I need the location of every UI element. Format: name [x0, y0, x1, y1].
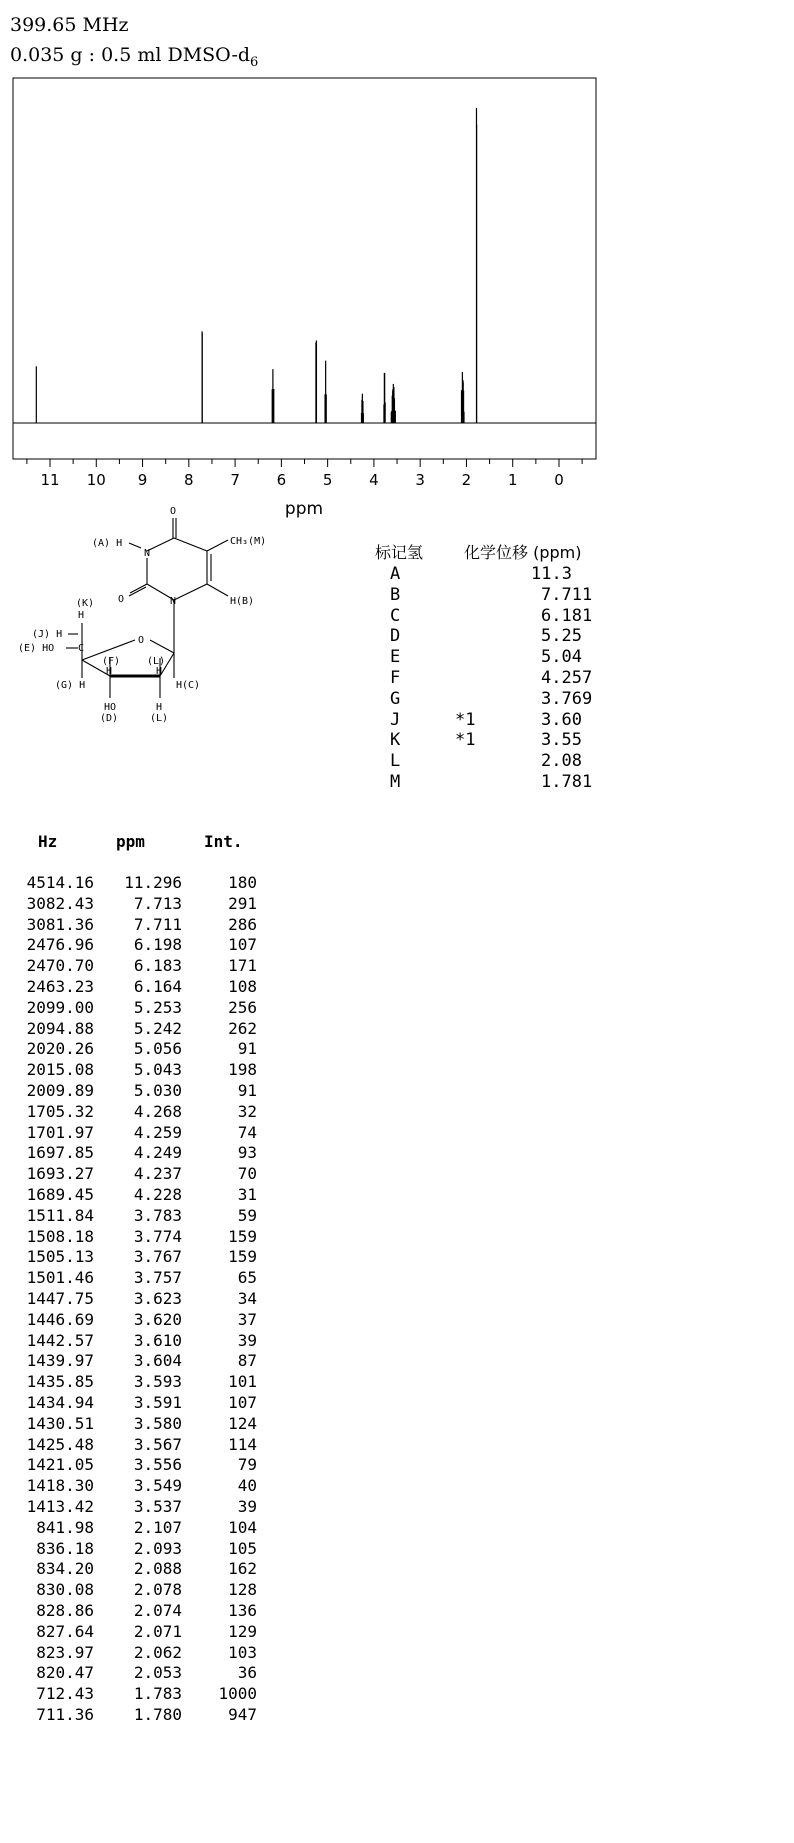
peak-int: 59 — [237, 1205, 257, 1225]
peak-hz: 2015.08 — [26, 1060, 94, 1080]
peak-int: 286 — [228, 914, 257, 934]
struct-label-o-ring: O — [138, 635, 145, 646]
assignment-note: *1 — [455, 730, 476, 751]
peak-int: 93 — [237, 1143, 257, 1163]
peak-ppm: 11.296 — [124, 873, 182, 892]
peak-ppm: 2.071 — [133, 1621, 182, 1641]
assignment-label: E — [390, 647, 401, 668]
struct-label-l2: (L) — [150, 713, 169, 724]
assignment-label: B — [390, 584, 401, 605]
peak-int: 291 — [228, 893, 257, 913]
peak-hz: 1693.27 — [26, 1164, 94, 1184]
peak-hz: 2020.26 — [26, 1039, 94, 1059]
peak-hz: 1511.84 — [26, 1205, 94, 1225]
assignment-label: F — [390, 668, 401, 688]
x-tick-label: 1 — [507, 471, 518, 489]
spectrometer-frequency: 399.65 MHz — [10, 14, 129, 36]
struct-label-n3: N — [144, 548, 151, 559]
assignment-header-shift: 化学位移 (ppm) — [464, 543, 582, 562]
struct-label-f-h: H — [106, 666, 113, 677]
assignment-label: D — [390, 626, 401, 647]
peak-int: 159 — [228, 1226, 257, 1246]
peak-int: 104 — [228, 1517, 257, 1537]
peak-int: 947 — [228, 1705, 257, 1724]
peak-ppm: 1.783 — [133, 1684, 182, 1704]
peak-hz: 1446.69 — [26, 1309, 94, 1329]
peak-hz: 2463.23 — [26, 977, 94, 996]
peak-hz: 1421.05 — [26, 1455, 94, 1475]
peak-ppm: 3.783 — [133, 1205, 182, 1225]
peak-ppm: 2.088 — [133, 1559, 182, 1579]
peak-hz: 1434.94 — [26, 1393, 94, 1412]
assignment-label: L — [390, 751, 401, 772]
peak-hz: 1447.75 — [26, 1289, 94, 1308]
peak-ppm: 3.593 — [133, 1372, 182, 1392]
struct-label-g-h: (G) H — [55, 680, 86, 691]
peak-ppm: 6.164 — [133, 977, 182, 996]
struct-label-l1-h: H — [156, 666, 163, 677]
peak-int: 79 — [237, 1455, 257, 1475]
peak-int: 114 — [228, 1434, 257, 1454]
peak-ppm: 2.053 — [133, 1663, 182, 1683]
peak-hz: 3081.36 — [26, 914, 94, 934]
struct-label-l1: (L) — [147, 656, 166, 667]
peak-ppm: 5.030 — [133, 1081, 182, 1100]
peak-ppm: 3.620 — [133, 1309, 182, 1329]
peak-int: 105 — [228, 1538, 257, 1558]
peak-header-ppm: ppm — [116, 832, 145, 851]
peak-header-hz: Hz — [38, 832, 58, 851]
x-axis-label: ppm — [284, 499, 324, 519]
peak-ppm: 3.757 — [133, 1268, 182, 1288]
peak-ppm: 4.228 — [133, 1185, 182, 1204]
peak-hz: 1439.97 — [26, 1351, 94, 1371]
peak-hz: 1430.51 — [26, 1413, 94, 1433]
assignment-label: A — [390, 564, 401, 584]
assignment-header-label: 标记氢 — [375, 543, 424, 562]
assignment-shift: 11.3 — [531, 564, 572, 584]
peak-int: 34 — [237, 1289, 257, 1308]
peak-ppm: 4.237 — [133, 1164, 182, 1184]
peak-hz: 830.08 — [36, 1580, 94, 1600]
peak-hz: 2476.96 — [26, 935, 94, 955]
assignment-shift: 1.781 — [541, 772, 593, 792]
struct-label-k-h: H — [78, 610, 85, 621]
peak-hz: 2470.70 — [26, 956, 94, 976]
peak-hz: 1505.13 — [26, 1247, 94, 1267]
peak-hz: 1442.57 — [26, 1330, 94, 1350]
peak-ppm: 2.074 — [133, 1601, 182, 1620]
x-tick-label: 6 — [276, 471, 287, 489]
peak-int: 256 — [228, 997, 257, 1017]
peak-int: 107 — [228, 935, 257, 955]
peak-hz: 820.47 — [36, 1663, 94, 1683]
peak-hz: 823.97 — [36, 1642, 94, 1662]
peak-hz: 1508.18 — [26, 1226, 94, 1246]
peak-int: 103 — [228, 1642, 257, 1662]
struct-label-j-h: (J) H — [32, 629, 63, 640]
peak-int: 74 — [237, 1122, 257, 1142]
peak-int: 31 — [237, 1185, 257, 1204]
peak-ppm: 2.107 — [133, 1517, 182, 1537]
assignment-label: J — [390, 709, 401, 730]
peak-ppm: 5.056 — [133, 1039, 182, 1059]
assignment-shift: 3.60 — [541, 709, 582, 730]
peak-hz: 827.64 — [36, 1621, 94, 1641]
peak-ppm: 5.242 — [133, 1018, 182, 1038]
assignment-shift: 5.25 — [541, 626, 582, 647]
peak-int: 198 — [228, 1060, 257, 1080]
peak-hz: 1413.42 — [26, 1497, 94, 1516]
peak-hz: 1701.97 — [26, 1122, 94, 1142]
plot-frame — [13, 78, 596, 459]
assignment-shift: 3.55 — [541, 730, 582, 751]
peak-header-int: Int. — [204, 832, 243, 851]
peak-int: 91 — [237, 1081, 257, 1100]
peak-hz: 711.36 — [36, 1705, 94, 1724]
struct-label-o-top: O — [170, 506, 177, 517]
peak-int: 262 — [228, 1018, 257, 1038]
peak-ppm: 3.580 — [133, 1413, 182, 1433]
peak-int: 136 — [228, 1601, 257, 1620]
peak-ppm: 2.078 — [133, 1580, 182, 1600]
peak-hz: 1689.45 — [26, 1185, 94, 1204]
assignment-shift: 4.257 — [541, 668, 593, 688]
assignment-note: *1 — [455, 709, 476, 730]
sample-prefix: 0.035 g : 0.5 ml DMSO-d — [10, 44, 251, 66]
peak-hz: 1435.85 — [26, 1372, 94, 1392]
peak-hz: 1425.48 — [26, 1434, 94, 1454]
peak-ppm: 3.767 — [133, 1247, 182, 1267]
peak-hz: 2094.88 — [26, 1018, 94, 1038]
peak-ppm: 3.549 — [133, 1476, 182, 1496]
struct-label-h-c: H(C) — [176, 680, 201, 691]
x-tick-label: 4 — [369, 471, 379, 489]
x-tick-label: 3 — [415, 471, 425, 489]
peak-ppm: 4.268 — [133, 1101, 182, 1121]
struct-label-a-h: (A) H — [92, 538, 123, 549]
peak-int: 36 — [237, 1663, 257, 1683]
peak-int: 32 — [237, 1101, 257, 1121]
peak-ppm: 5.043 — [133, 1060, 182, 1080]
peak-hz: 712.43 — [36, 1684, 94, 1704]
assignment-shift: 6.181 — [541, 605, 593, 626]
struct-label-ch3: CH₃(M) — [230, 536, 267, 547]
molecular-structure — [10, 488, 350, 788]
x-tick-label: 7 — [230, 471, 240, 489]
peak-int: 65 — [237, 1268, 257, 1288]
peak-int: 1000 — [218, 1684, 257, 1704]
assignment-shift: 5.04 — [541, 647, 582, 668]
assignment-label: M — [390, 772, 401, 792]
peak-int: 39 — [237, 1330, 257, 1350]
peak-ppm: 3.537 — [133, 1497, 182, 1516]
x-tick-label: 8 — [184, 471, 194, 489]
sample-subscript: 6 — [250, 54, 259, 70]
assignment-shift: 2.08 — [541, 751, 582, 772]
peak-int: 70 — [237, 1164, 257, 1184]
struct-label-h-b: H(B) — [230, 596, 255, 607]
peak-int: 101 — [228, 1372, 257, 1392]
x-tick-label: 0 — [554, 471, 564, 489]
struct-label-k: (K) — [76, 598, 95, 609]
peak-hz: 2009.89 — [26, 1081, 94, 1100]
struct-label-n1: N — [170, 596, 177, 607]
assignment-shift: 7.711 — [541, 584, 593, 605]
peak-hz: 1501.46 — [26, 1268, 94, 1288]
peak-ppm: 4.249 — [133, 1143, 182, 1163]
peak-hz: 841.98 — [36, 1517, 94, 1537]
peak-hz: 1418.30 — [26, 1476, 94, 1496]
peak-hz: 4514.16 — [26, 873, 94, 892]
peak-hz: 1705.32 — [26, 1101, 94, 1121]
x-tick-label: 11 — [40, 471, 60, 489]
peak-int: 107 — [228, 1393, 257, 1412]
peak-hz: 1697.85 — [26, 1143, 94, 1163]
peak-ppm: 7.713 — [133, 893, 182, 913]
struct-label-o-left: O — [118, 594, 125, 605]
peak-ppm: 5.253 — [133, 997, 182, 1017]
peak-int: 108 — [228, 977, 257, 996]
peak-ppm: 2.062 — [133, 1642, 182, 1662]
peak-hz: 836.18 — [36, 1538, 94, 1558]
peak-int: 159 — [228, 1247, 257, 1267]
peak-int: 40 — [237, 1476, 257, 1496]
peak-ppm: 7.711 — [133, 914, 182, 934]
peak-ppm: 3.567 — [133, 1434, 182, 1454]
peak-ppm: 3.556 — [133, 1455, 182, 1475]
assignment-label: G — [390, 688, 401, 709]
peak-int: 129 — [228, 1621, 257, 1641]
peak-int: 180 — [228, 873, 257, 892]
peak-int: 37 — [237, 1309, 257, 1329]
peak-int: 124 — [228, 1413, 257, 1433]
nmr-spectrum-chart — [0, 0, 794, 520]
peak-int: 87 — [237, 1351, 257, 1371]
peak-int: 128 — [228, 1580, 257, 1600]
struct-label-l2-h: H — [156, 702, 163, 713]
x-tick-label: 5 — [322, 471, 333, 489]
struct-label-d: (D) — [100, 713, 119, 724]
peak-ppm: 6.198 — [133, 935, 182, 955]
struct-label-c5: C — [78, 643, 85, 654]
peak-int: 171 — [228, 956, 257, 976]
peak-int: 91 — [237, 1039, 257, 1059]
peak-ppm: 1.780 — [133, 1705, 182, 1724]
peak-ppm: 3.610 — [133, 1330, 182, 1350]
x-tick-label: 2 — [461, 471, 472, 489]
peak-ppm: 3.774 — [133, 1226, 182, 1246]
peak-ppm: 4.259 — [133, 1122, 182, 1142]
peak-ppm: 3.591 — [133, 1393, 182, 1412]
assignment-label: C — [390, 605, 401, 626]
peak-hz: 834.20 — [36, 1559, 94, 1579]
struct-label-e-ho: (E) HO — [18, 643, 55, 654]
peak-ppm: 3.604 — [133, 1351, 182, 1371]
struct-label-f: (F) — [102, 656, 121, 667]
peak-int: 39 — [237, 1497, 257, 1516]
peak-ppm: 2.093 — [133, 1538, 182, 1558]
assignment-label: K — [390, 730, 401, 751]
peak-hz: 3082.43 — [26, 893, 94, 913]
peak-hz: 2099.00 — [26, 997, 94, 1017]
peak-int: 162 — [228, 1559, 257, 1579]
assignment-shift: 3.769 — [541, 688, 593, 709]
peak-ppm: 3.623 — [133, 1289, 182, 1308]
struct-label-ho: HO — [104, 702, 117, 713]
peak-hz: 828.86 — [36, 1601, 94, 1620]
peak-ppm: 6.183 — [133, 956, 182, 976]
x-tick-label: 9 — [137, 471, 148, 489]
x-tick-label: 10 — [86, 471, 106, 489]
